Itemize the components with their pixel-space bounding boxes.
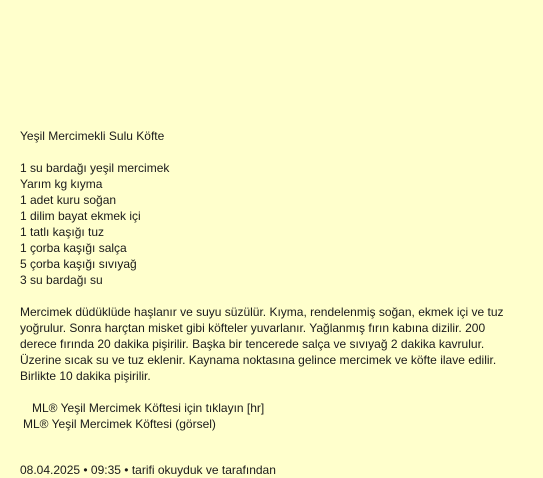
recipe-link-hr[interactable]: ML® Yeşil Mercimek Köftesi için tıklayın [hr] — [32, 401, 265, 415]
ingredient-item: 1 tatlı kaşığı tuz — [20, 225, 105, 239]
ingredient-item: 1 su bardağı yeşil mercimek — [20, 161, 170, 175]
ingredient-item: 1 çorba kaşığı salça — [20, 241, 127, 255]
ingredient-item: 3 su bardağı su — [20, 273, 103, 287]
recipe-instructions: Mercimek düdüklüde haşlanır ve suyu süzülür. Kıyma, rendelenmiş soğan, ekmek içi ve tuz yoğrulur. Sonra harçtan misket gibi köfteler yuvarlanır. Yağlanmış fırın kabına dizilir. 200 derece fırında 20 dakika pişirilir. Başka bir tencerede salça ve sıvıyağ 2 dakika kavrulur. Üzerine sıcak su ve tuz eklenir. Kaynama noktasına gelince mercimek ve köfte ilave edilir. Birlikte 10 dakika pişirilir. — [20, 305, 504, 383]
ingredient-item: 5 çorba kaşığı sıvıyağ — [20, 257, 137, 271]
ingredient-item: Yarım kg kıyma — [20, 177, 103, 191]
recipe-link-image[interactable]: ML® Yeşil Mercimek Köftesi (görsel) — [23, 417, 216, 431]
ingredient-item: 1 dilim bayat ekmek içi — [20, 209, 141, 223]
recipe-title: Yeşil Mercimekli Sulu Köfte — [20, 129, 165, 143]
ingredient-list — [20, 160, 512, 288]
footer-meta: 08.04.2025 • 09:35 • tarifi okuyduk ve tarafından — [20, 463, 276, 477]
recipe-content — [20, 128, 512, 432]
ingredient-item: 1 adet kuru soğan — [20, 193, 117, 207]
